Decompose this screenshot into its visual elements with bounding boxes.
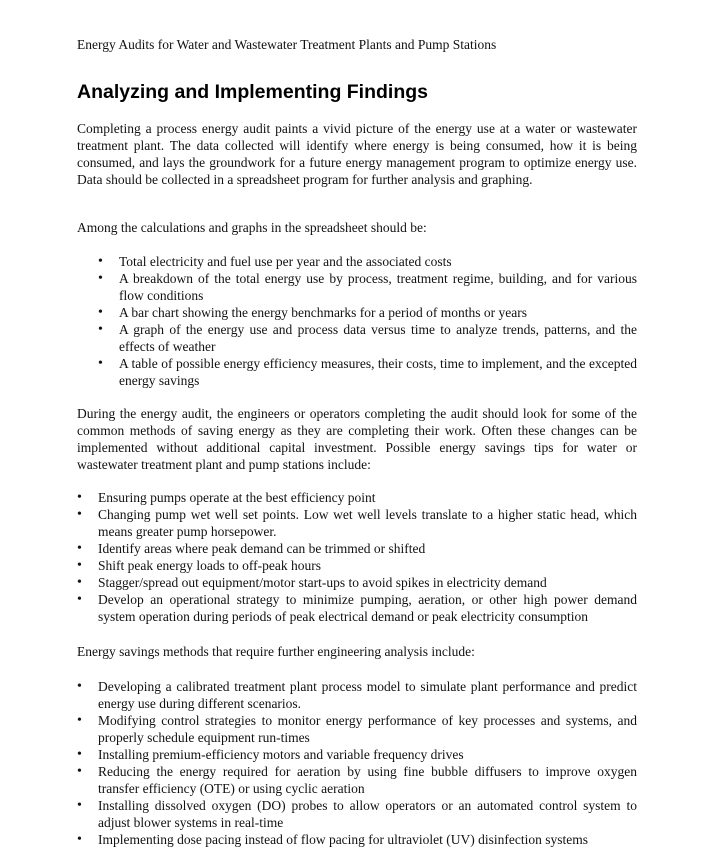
calculations-lead: Among the calculations and graphs in the spreadsheet should be: — [77, 220, 427, 235]
list-item: • Total electricity and fuel use per year and the associated costs — [119, 253, 637, 270]
list-item: • Identify areas where peak demand can be trimmed or shifted — [98, 540, 637, 557]
list-item: • Develop an operational strategy to minimize pumping, aeration, or other high power demand system operation during periods of peak electrical demand or peak electricity consumption — [98, 591, 637, 625]
list-item: • Changing pump wet well set points. Low wet well levels translate to a higher static head, which means greater pump horsepower. — [98, 506, 637, 540]
section-title: Analyzing and Implementing Findings — [77, 81, 429, 103]
list-item: • Modifying control strategies to monitor energy performance of key processes and systems, and properly schedule equipment run-times — [98, 712, 637, 746]
list-item: • Implementing dose pacing instead of flow pacing for ultraviolet (UV) disinfection systems — [98, 831, 637, 848]
list-item: • Reducing the energy required for aeration by using fine bubble diffusers to improve oxygen transfer efficiency (OTE) or using cyclic aeration — [98, 763, 637, 797]
list-item: • Developing a calibrated treatment plant process model to simulate plant performance and predict energy use during different scenarios. — [98, 678, 637, 712]
list-item: • A table of possible energy efficiency measures, their costs, time to implement, and the excepted energy savings — [119, 355, 637, 389]
energy-tips-list — [98, 489, 637, 625]
running-header: Energy Audits for Water and Wastewater Treatment Plants and Pump Stations — [77, 37, 497, 52]
list-item: • Installing premium-efficiency motors and variable frequency drives — [98, 746, 637, 763]
engineering-methods-list — [98, 678, 637, 848]
list-item: • A breakdown of the total energy use by process, treatment regime, building, and for various flow conditions — [119, 270, 637, 304]
engineering-lead: Energy savings methods that require further engineering analysis include: — [77, 644, 475, 659]
calculations-list — [119, 253, 637, 389]
list-item: • A bar chart showing the energy benchmarks for a period of months or years — [119, 304, 637, 321]
list-item: • Shift peak energy loads to off-peak hours — [98, 557, 637, 574]
list-item: • Installing dissolved oxygen (DO) probes to allow operators or an automated control system to adjust blower systems in real-time — [98, 797, 637, 831]
list-item: • Ensuring pumps operate at the best efficiency point — [98, 489, 637, 506]
list-item: • Stagger/spread out equipment/motor start-ups to avoid spikes in electricity demand — [98, 574, 637, 591]
list-item: • A graph of the energy use and process data versus time to analyze trends, patterns, and the effects of weather — [119, 321, 637, 355]
audit-methods-paragraph: During the energy audit, the engineers or operators completing the audit should look for some of the common methods of saving energy as they are completing their work. Often these changes can be implemented without additional capital investment. Possible energy savings tips for water or wastewater treatment plant and pump stations include: — [77, 406, 637, 472]
intro-paragraph: Completing a process energy audit paints a vivid picture of the energy use at a water or wastewater treatment plant. The data collected will identify where energy is being consumed, how it is being consumed, and lays the groundwork for a future energy management program to optimize energy use. Data should be collected in a spreadsheet program for further analysis and graphing. — [77, 121, 637, 187]
